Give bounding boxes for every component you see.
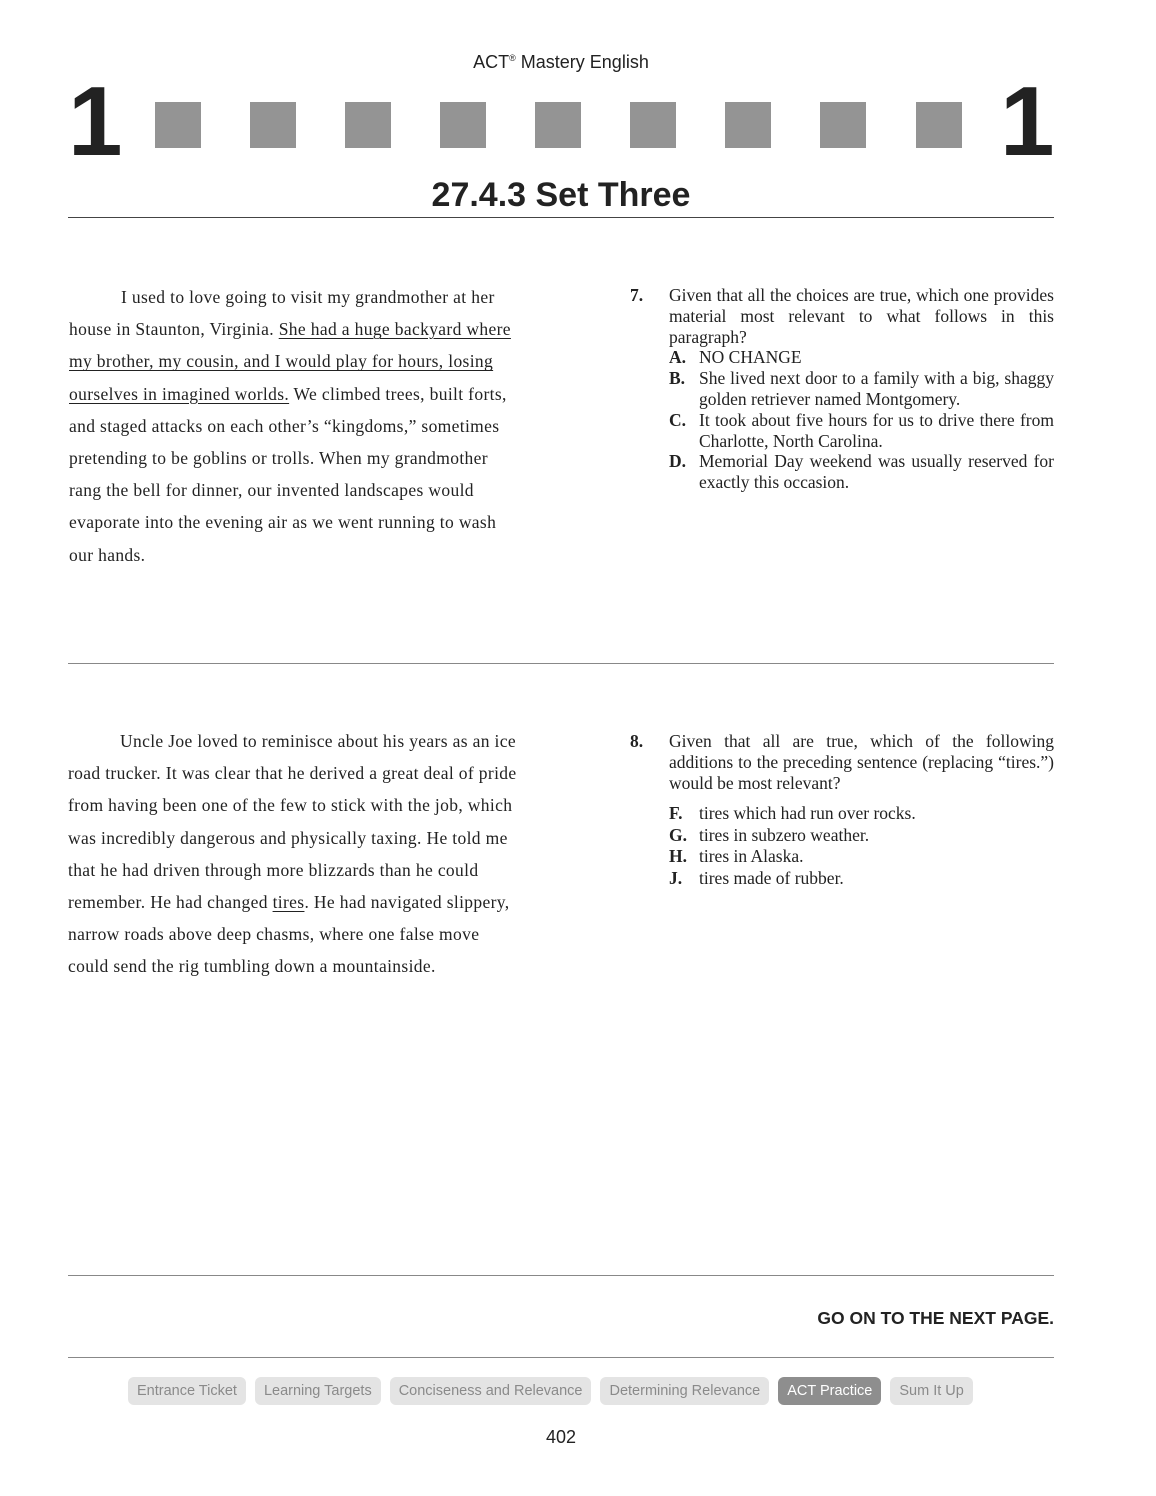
- answer-option[interactable]: [669, 846, 1054, 868]
- question-prompt: Given that all the choices are true, which one provides material most relevant to what follows in this paragraph?: [669, 285, 1054, 347]
- passage-2-underlined: tires: [272, 892, 305, 913]
- section-marker-square: [440, 102, 486, 148]
- option-text: She lived next door to a family with a big, shaggy golden retriever named Montgomery.: [699, 368, 1054, 409]
- option-text: tires made of rubber.: [699, 867, 844, 888]
- passage-1: [69, 281, 521, 571]
- section-nav: [128, 1377, 973, 1405]
- option-text: tires which had run over rocks.: [699, 803, 916, 824]
- option-text: It took about five hours for us to drive there from Charlotte, North Carolina.: [699, 409, 1054, 451]
- nav-tab-conciseness-and-relevance[interactable]: Conciseness and Relevance: [390, 1377, 592, 1405]
- section-marker-square: [345, 102, 391, 148]
- answer-option[interactable]: [669, 451, 1054, 493]
- option-letter: J.: [669, 867, 683, 888]
- option-letter: D.: [669, 451, 687, 472]
- section-number-left: 1: [68, 66, 123, 176]
- section-marker-square: [250, 102, 296, 148]
- nav-tab-act-practice[interactable]: ACT Practice: [778, 1377, 881, 1405]
- question-7: [630, 285, 1054, 493]
- nav-divider: [68, 1357, 1054, 1358]
- option-text: tires in Alaska.: [699, 846, 804, 867]
- passage-1-text-end: We climbed trees, built forts, and staged attacks on each other’s “kingdoms,” sometimes pretending to be goblins or trolls. When my grandmother rang the bell for dinner, our invented landscapes would evaporate into the evening air as we went running to wash our hands.: [69, 383, 507, 565]
- option-letter: H.: [669, 846, 687, 867]
- nav-tab-determining-relevance[interactable]: Determining Relevance: [600, 1377, 769, 1405]
- section-marker-square: [155, 102, 201, 148]
- go-on-notice: GO ON TO THE NEXT PAGE.: [817, 1308, 1054, 1328]
- option-letter: F.: [669, 803, 683, 824]
- option-text: tires in subzero weather.: [699, 824, 870, 845]
- answer-option[interactable]: [669, 347, 1054, 368]
- section-marker-square: [916, 102, 962, 148]
- passage-2: [68, 725, 520, 983]
- footer-divider: [68, 1275, 1054, 1276]
- section-divider: [68, 663, 1054, 664]
- option-text: Memorial Day weekend was usually reserved for exactly this occasion.: [699, 451, 1054, 493]
- answer-option[interactable]: [669, 368, 1054, 410]
- passage-1-underlined: She had a huge backyard where my brother, my cousin, and I would play for hours, losing ourselves in imagined worlds.: [69, 319, 511, 404]
- section-marker-square: [820, 102, 866, 148]
- option-letter: B.: [669, 368, 686, 389]
- section-number-right: 1: [1000, 66, 1055, 176]
- nav-tab-learning-targets[interactable]: Learning Targets: [255, 1377, 381, 1405]
- answer-option[interactable]: [669, 803, 1054, 825]
- question-prompt: Given that all are true, which of the following additions to the preceding sentence (replacing “tires.”) would be most relevant?: [669, 731, 1054, 793]
- passage-2-text-end: . He had navigated slippery, narrow roads above deep chasms, where one false move could send the rig tumbling down a mountainside.: [68, 892, 510, 977]
- nav-tab-entrance-ticket[interactable]: Entrance Ticket: [128, 1377, 246, 1405]
- answer-option[interactable]: [669, 410, 1054, 452]
- question-number: 8.: [630, 731, 644, 751]
- section-marker-square: [630, 102, 676, 148]
- option-letter: G.: [669, 824, 687, 845]
- option-letter: C.: [669, 409, 687, 430]
- page-number: 402: [545, 1427, 577, 1447]
- question-number: 7.: [630, 285, 644, 305]
- question-8: [630, 731, 1054, 889]
- book-title: ACT® Mastery English: [473, 52, 649, 72]
- answer-option[interactable]: [669, 868, 1054, 890]
- passage-1-text: I used to love going to visit my grandmother at her house in Staunton, Virginia.: [69, 287, 495, 340]
- passage-2-text: Uncle Joe loved to reminisce about his years as an ice road trucker. It was clear that he derived a great deal of pride from having been one of the few to stick with the job, which was incredibly dangerous and physically taxing. He told me that he had driven through more blizzards than he could remember. He had changed: [68, 731, 517, 913]
- section-marker-square: [535, 102, 581, 148]
- page-title: 27.4.3 Set Three: [431, 176, 691, 214]
- section-marker-square: [725, 102, 771, 148]
- answer-option[interactable]: [669, 825, 1054, 847]
- title-divider: [68, 217, 1054, 218]
- option-letter: A.: [669, 347, 687, 368]
- option-text: NO CHANGE: [699, 347, 802, 368]
- nav-tab-sum-it-up[interactable]: Sum It Up: [890, 1377, 972, 1405]
